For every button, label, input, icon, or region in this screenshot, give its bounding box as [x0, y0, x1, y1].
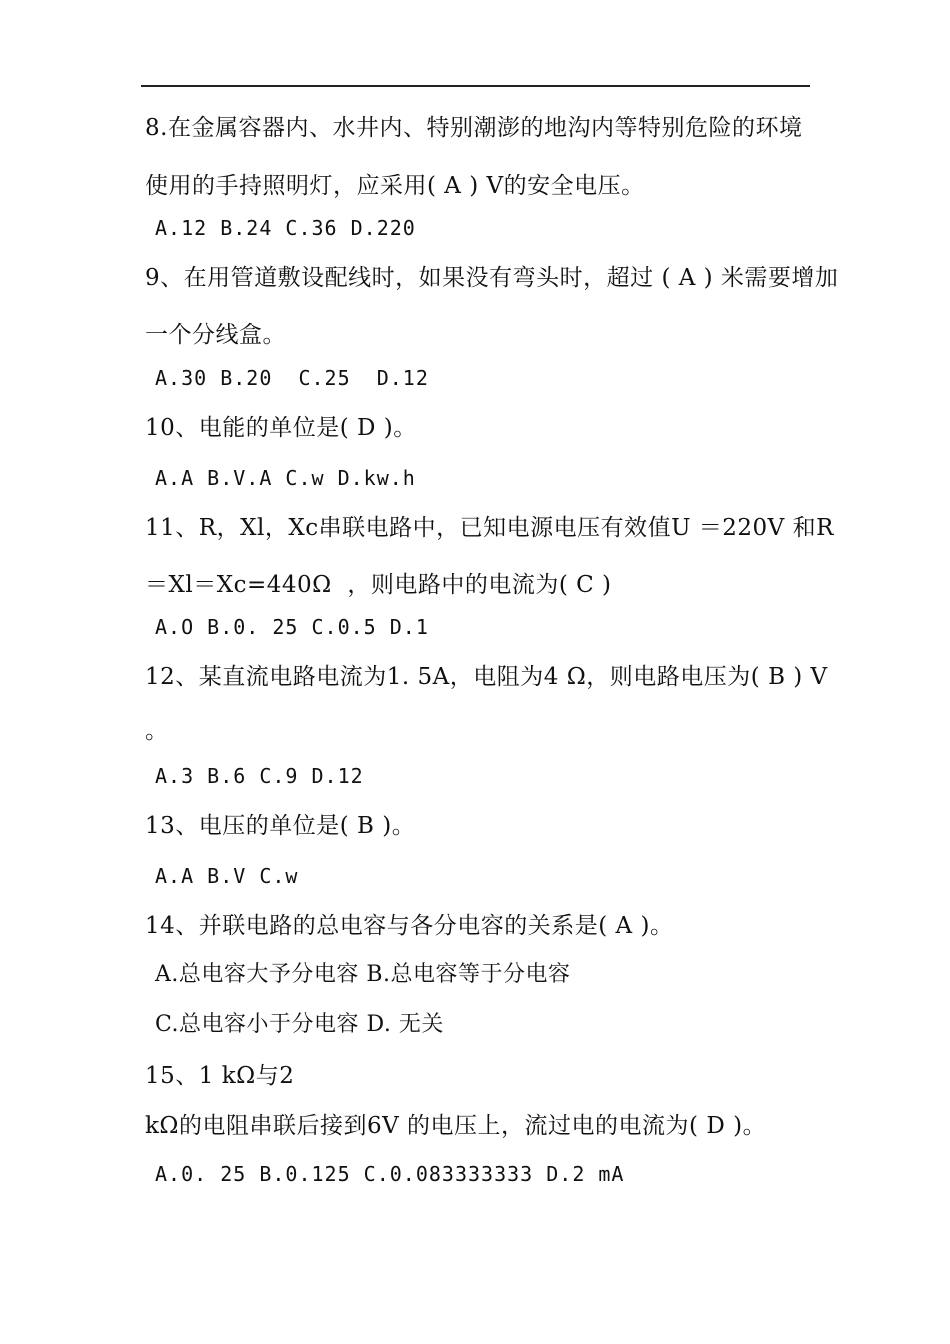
- answer-options: A.总电容大予分电容 B.总电容等于分电容: [155, 962, 571, 987]
- answer-options: A.0. 25 B.0.125 C.0.083333333 D.2 mA: [155, 1162, 625, 1186]
- answer-options: A.12 B.24 C.36 D.220: [155, 216, 416, 240]
- header-rule: [141, 85, 810, 87]
- question-text: 8.在金属容器内、水井内、特别潮澎的地沟内等特别危险的环境: [145, 115, 803, 141]
- answer-options: A.3 B.6 C.9 D.12: [155, 764, 364, 788]
- answer-options: A.A B.V C.w: [155, 864, 299, 888]
- question-text: 13、电压的单位是( B )。: [145, 813, 416, 839]
- question-text: 11、R，Xl，Xc串联电路中，已知电源电压有效值U ＝220V 和R: [145, 515, 834, 541]
- question-text: 9、在用管道敷设配线时，如果没有弯头时，超过 ( A ) 米需要增加: [145, 265, 839, 291]
- answer-options: A.30 B.20 C.25 D.12: [155, 366, 429, 390]
- question-text: kΩ的电阻串联后接到6V 的电压上，流过电的电流为( D )。: [145, 1113, 767, 1139]
- question-text: 10、电能的单位是( D )。: [145, 415, 417, 441]
- question-text: 14、并联电路的总电容与各分电容的关系是( A )。: [145, 913, 674, 939]
- question-text: ＝Xl＝Xc=440Ω ，则电路中的电流为( C ): [145, 572, 612, 598]
- question-text: 15、1 kΩ与2: [145, 1063, 295, 1089]
- answer-options: C.总电容小于分电容 D. 无关: [155, 1012, 444, 1037]
- question-text: 。: [145, 718, 169, 744]
- answer-options: A.O B.0. 25 C.0.5 D.1: [155, 615, 429, 639]
- answer-options: A.A B.V.A C.w D.kw.h: [155, 466, 416, 490]
- question-text: 一个分线盒。: [145, 322, 286, 348]
- question-text: 使用的手持照明灯，应采用( A ) V的安全电压。: [145, 173, 645, 199]
- question-text: 12、某直流电路电流为1. 5A，电阻为4 Ω，则电路电压为( B ) V: [145, 664, 828, 690]
